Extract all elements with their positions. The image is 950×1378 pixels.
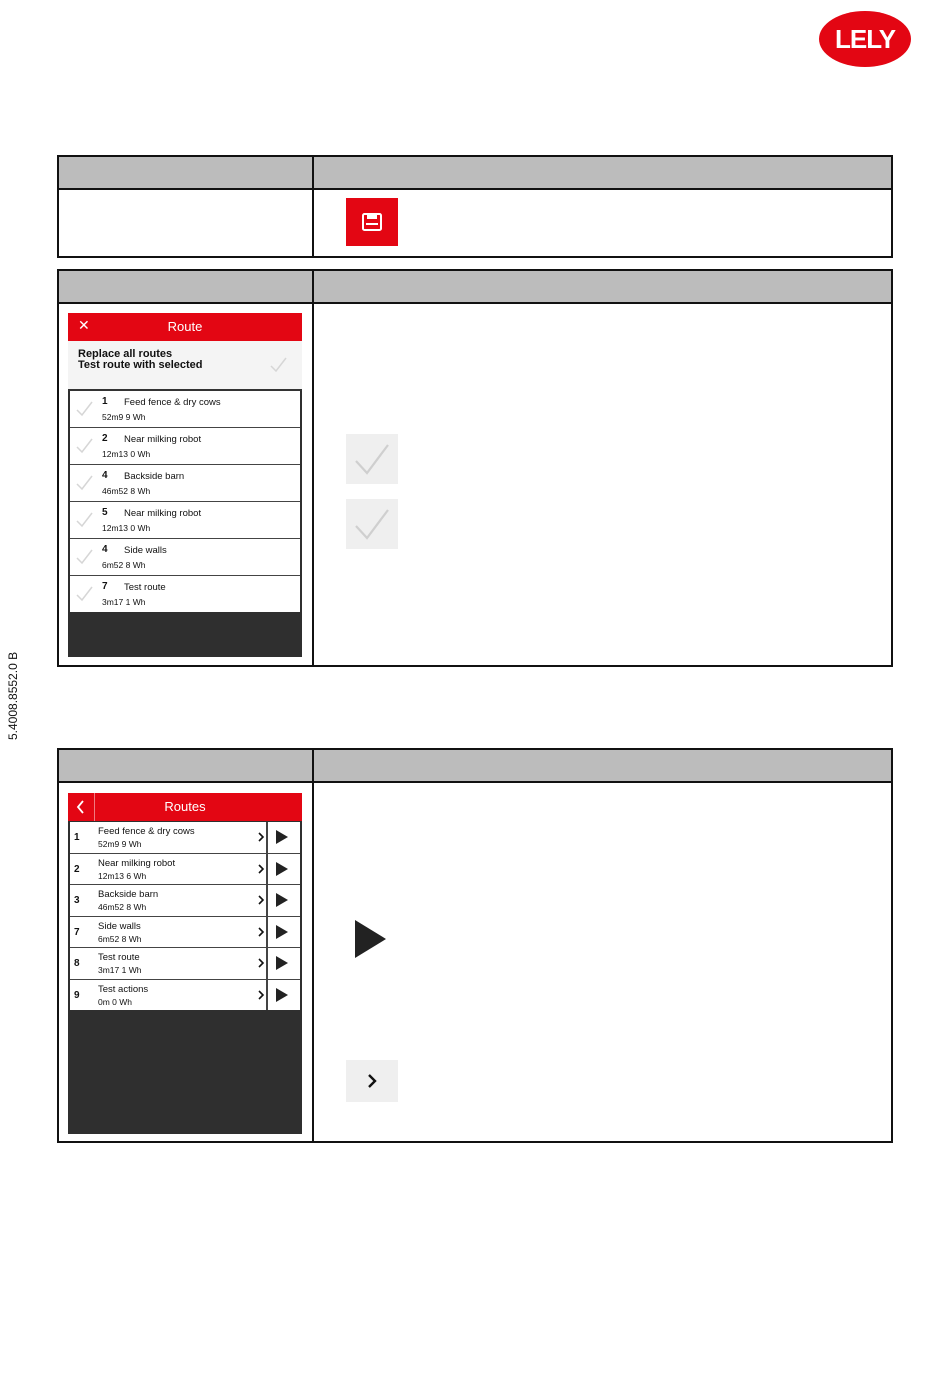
- item-stats: 0m 0 Wh: [98, 996, 133, 1007]
- item-number: 1: [74, 832, 80, 843]
- check-icon: [74, 547, 94, 567]
- list-item[interactable]: [70, 822, 300, 854]
- table-cell: [313, 189, 892, 257]
- divider: [266, 885, 268, 916]
- item-stats: 52m9 9 Wh: [102, 412, 146, 422]
- item-name: Backside barn: [124, 471, 185, 482]
- routes-list: [70, 822, 300, 1010]
- item-number: 1: [102, 396, 108, 407]
- table-cell: [313, 782, 892, 1142]
- item-number: 9: [74, 989, 80, 1001]
- list-item[interactable]: [70, 391, 300, 428]
- item-number: 2: [74, 863, 80, 875]
- chevron-right-icon[interactable]: [256, 831, 266, 843]
- table-route-select: [57, 269, 893, 667]
- table-row: [58, 303, 892, 666]
- item-stats: 52m9 9 Wh: [98, 839, 142, 849]
- item-number: 7: [74, 926, 80, 938]
- replace-line-2: Test route with selected: [78, 359, 203, 371]
- header-cell: [313, 270, 892, 303]
- chevron-right-icon[interactable]: [256, 863, 266, 875]
- play-icon[interactable]: [275, 924, 289, 940]
- play-icon[interactable]: [275, 955, 289, 971]
- item-number: 5: [102, 507, 108, 518]
- save-button[interactable]: [346, 198, 398, 246]
- route-screen: [68, 313, 302, 657]
- item-stats: 12m13 0 Wh: [102, 523, 151, 533]
- item-name: Side walls: [124, 545, 167, 556]
- chevron-right-icon[interactable]: [256, 989, 266, 1001]
- item-number: 2: [102, 433, 108, 444]
- chevron-right-icon[interactable]: [256, 926, 266, 938]
- play-icon[interactable]: [275, 829, 289, 845]
- item-stats: 6m52 8 Wh: [98, 933, 142, 944]
- table-cell: [313, 303, 892, 666]
- document-code: 5.4008.8552.0 B: [6, 651, 20, 740]
- chevron-button[interactable]: [346, 1060, 398, 1102]
- item-name: Near milking robot: [124, 508, 202, 519]
- check-icon: [74, 584, 94, 604]
- table-cell: [58, 189, 313, 257]
- item-stats: 6m52 8 Wh: [102, 560, 146, 570]
- header-cell: [313, 749, 892, 782]
- list-item[interactable]: [70, 428, 300, 465]
- list-item[interactable]: [70, 854, 300, 886]
- chevron-right-icon[interactable]: [256, 957, 266, 969]
- replace-all-routes-row[interactable]: [68, 341, 302, 391]
- table-save: [57, 155, 893, 258]
- item-name: Test actions: [98, 983, 149, 995]
- list-item[interactable]: [70, 576, 300, 612]
- play-icon[interactable]: [275, 892, 289, 908]
- item-name: Test route: [124, 582, 166, 593]
- divider: [266, 980, 268, 1011]
- table-header-row: [58, 156, 892, 189]
- check-icon: [352, 439, 392, 479]
- svg-text:LELY: LELY: [834, 24, 896, 54]
- list-item[interactable]: [70, 917, 300, 949]
- routes-title: Routes: [164, 799, 206, 814]
- list-item[interactable]: [70, 980, 300, 1011]
- item-number: 7: [102, 581, 108, 592]
- route-list: [70, 391, 300, 612]
- item-name: Feed fence & dry cows: [98, 826, 195, 837]
- divider: [266, 917, 268, 948]
- check-icon: [268, 355, 288, 375]
- item-stats: 46m52 8 Wh: [98, 902, 147, 912]
- item-stats: 46m52 8 Wh: [102, 486, 151, 496]
- item-number: 4: [102, 470, 108, 481]
- table-cell: [58, 303, 313, 666]
- check-icon: [74, 399, 94, 419]
- header-cell: [58, 270, 313, 303]
- routes-title-bar: [68, 793, 302, 821]
- item-name: Side walls: [98, 920, 141, 932]
- item-stats: 3m17 1 Wh: [102, 597, 146, 607]
- table-row: [58, 782, 892, 1142]
- check-icon: [74, 473, 94, 493]
- item-name: Backside barn: [98, 889, 159, 900]
- divider: [266, 854, 268, 885]
- list-item[interactable]: [70, 885, 300, 917]
- item-stats: 3m17 1 Wh: [98, 965, 142, 975]
- item-number: 4: [102, 544, 108, 555]
- play-icon[interactable]: [275, 861, 289, 877]
- table-header-row: [58, 270, 892, 303]
- table-header-row: [58, 749, 892, 782]
- divider: [266, 822, 268, 853]
- list-item[interactable]: [70, 502, 300, 539]
- check-button[interactable]: [346, 499, 398, 549]
- item-number: 3: [74, 895, 80, 906]
- play-icon: [352, 917, 390, 961]
- check-icon: [352, 504, 392, 544]
- item-number: 8: [74, 958, 80, 969]
- close-button[interactable]: ✕: [78, 317, 90, 333]
- item-stats: 12m13 6 Wh: [98, 870, 147, 881]
- table-row: [58, 189, 892, 257]
- check-icon: [74, 510, 94, 530]
- list-item[interactable]: [70, 465, 300, 502]
- divider: [266, 948, 268, 979]
- list-item[interactable]: [70, 948, 300, 980]
- lely-logo: [818, 10, 912, 68]
- item-name: Near milking robot: [124, 434, 202, 445]
- check-icon: [74, 436, 94, 456]
- table-routes: [57, 748, 893, 1143]
- play-icon[interactable]: [275, 987, 289, 1003]
- header-cell: [313, 156, 892, 189]
- save-icon: [346, 198, 398, 246]
- route-title-bar: [68, 313, 302, 341]
- replace-line-1: Replace all routes: [78, 348, 173, 360]
- routes-screen: [68, 793, 302, 1134]
- item-stats: 12m13 0 Wh: [102, 449, 151, 459]
- list-item[interactable]: [70, 539, 300, 576]
- chevron-right-icon[interactable]: [256, 894, 266, 906]
- item-name: Near milking robot: [98, 857, 176, 869]
- chevron-right-icon: [365, 1073, 379, 1089]
- item-name: Feed fence & dry cows: [124, 397, 221, 408]
- table-cell: [58, 782, 313, 1142]
- header-cell: [58, 749, 313, 782]
- header-cell: [58, 156, 313, 189]
- route-title: Route: [167, 319, 203, 334]
- item-name: Test route: [98, 952, 140, 963]
- check-button[interactable]: [346, 434, 398, 484]
